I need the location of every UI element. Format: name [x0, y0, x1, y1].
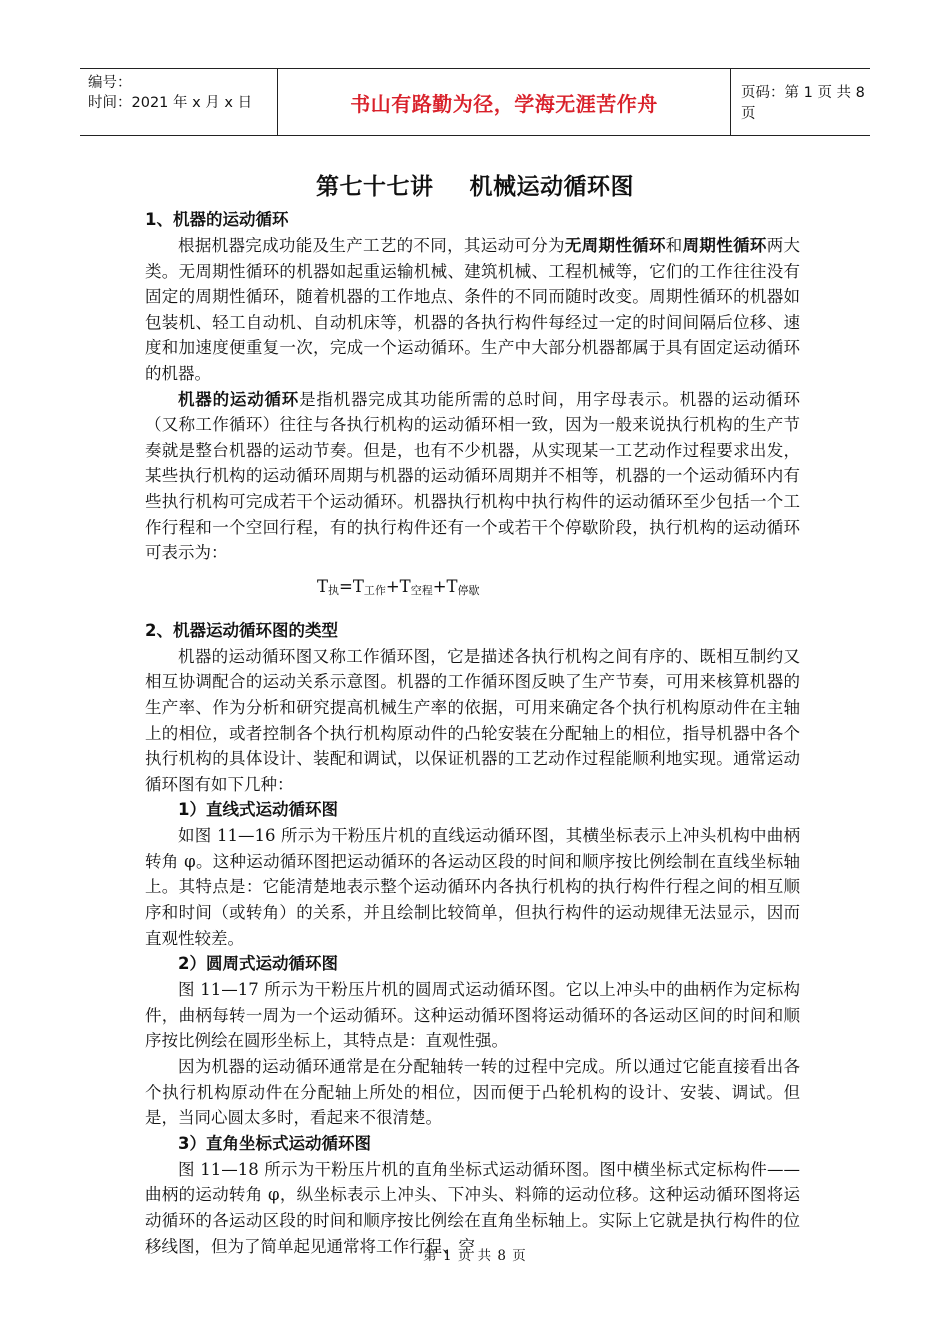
paragraph: 机器的运动循环是指机器完成其功能所需的总时间，用字母表示。机器的运动循环（又称工作循环）往往与各执行机构的运动循环相一致，因为一般来说执行机构的生产节奏就是整台机器的运动节奏。但是，也有不少机器，从实现某一工艺动作过程要求出发，某些执行机构的运动循环周期与机器的运动循环周期并不相等，机器的一个运动循环内有些执行机构可完成若干个运动循环。机器执行机构中执行构件的运动循环至少包括一个工作行程和一个空回行程，有的执行构件还有一个或若干个停歇阶段，执行机构的运动循环可表示为： — [145, 389, 801, 563]
subsection-heading: 2）圆周式运动循环图 — [178, 954, 338, 974]
cycle-formula: $T_执=T_{工作}+T_{空程}+T_{停歇}$ — [317, 576, 480, 597]
paragraph: 因为机器的运动循环通常是在分配轴转一转的过程中完成。所以通过它能直接看出各个执行机构原动件在分配轴上所处的相位，因而便于凸轮机构的设计、安装、调试。但是，当同心圆太多时，看起来不很清楚。 — [145, 1057, 800, 1128]
page-info: 页码：第 1 页 共 8 页 — [741, 85, 865, 122]
header-left-cell — [80, 69, 278, 135]
section-heading: 2、机器运动循环图的类型 — [145, 620, 338, 640]
page-footer: 第 1 页 共 8 页 — [423, 1248, 527, 1264]
time-label: 时间：2021 年 x 月 x 日 — [88, 95, 253, 111]
paragraph: 如图 11—16 所示为干粉压片机的直线运动循环图，其横坐标表示上冲头机构中曲柄转角 φ。这种运动循环图把运动循环的各运动区段的时间和顺序按比例绘制在直线坐标轴上。其特点是：它能清楚地表示整个运动循环内各执行机构的执行构件行程之间的相互顺序和时间（或转角）的关系，并且绘制比较简单，但执行构件的运动规律无法显示，因而直观性较差。 — [145, 826, 800, 948]
number-label: 编号： — [88, 75, 132, 91]
motto: 书山有路勤为径，学海无涯苦作舟 — [278, 69, 731, 135]
paragraph: 根据机器完成功能及生产工艺的不同，其运动可分为无周期性循环和周期性循环两大类。无周期性循环的机器如起重运输机械、建筑机械、工程机械等，它们的工作往往没有固定的周期性循环，随着机器的工作地点、条件的不同而随时改变。周期性循环的机器如包装机、轻工自动机、自动机床等，机器的各执行构件每经过一定的时间间隔后位移、速度和加速度便重复一次，完成一个运动循环。生产中大部分机器都属于具有固定运动循环的机器。 — [145, 236, 801, 383]
section-heading: 1、机器的运动循环 — [145, 210, 289, 229]
document-body — [145, 207, 800, 1259]
paragraph: 机器的运动循环图又称工作循环图，它是描述各执行机构之间有序的、既相互制约又相互协调配合的运动关系示意图。机器的工作循环图反映了生产节奏，可用来核算机器的生产率、作为分析和研究提高机械生产率的依据，可用来确定各个执行机构原动件在主轴上的相位，或者控制各个执行机构原动件的凸轮安装在分配轴上的相位，指导机器中各个执行机构的具体设计、装配和调试，以保证机器的工艺动作过程能顺利地实现。通常运动循环图有如下几种： — [145, 646, 800, 794]
subsection-heading: 3）直角坐标式运动循环图 — [178, 1133, 371, 1153]
title-topic: 机械运动循环图 — [469, 174, 634, 200]
page-title — [0, 168, 950, 201]
header-table — [80, 68, 870, 136]
title-lecture: 第七十七讲 — [316, 174, 434, 200]
paragraph: 图 11—17 所示为干粉压片机的圆周式运动循环图。它以上冲头中的曲柄作为定标构件，曲柄每转一周为一个运动循环。这种运动循环图将运动循环的各运动区间的时间和顺序按比例绘在圆形坐标上，其特点是：直观性强。 — [145, 980, 800, 1051]
paragraph: 图 11—18 所示为干粉压片机的直角坐标式运动循环图。图中横坐标式定标构件——曲柄的运动转角 φ，纵坐标表示上冲头、下冲头、料筛的运动位移。这种运动循环图将运动循环的各运动区段的时间和顺序按比例绘在直角坐标轴上。实际上它就是执行构件的位移线图，但为了简单起见通常将工作行程、空 — [145, 1159, 800, 1256]
subsection-heading: 1）直线式运动循环图 — [178, 800, 338, 820]
